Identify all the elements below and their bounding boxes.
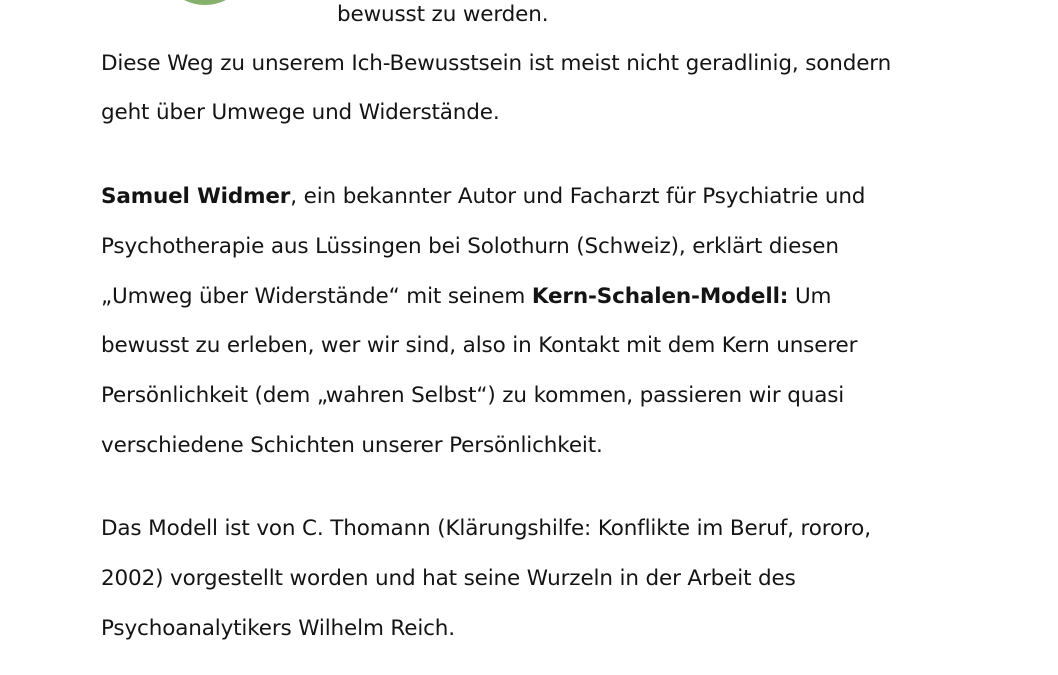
paragraph1-line1: Diese Weg zu unserem Ich-Bewusstsein ist meist nicht geradlinig, sondern — [101, 51, 892, 76]
paragraph2-line1-text: , ein bekannter Autor und Facharzt für Psychiatrie und — [290, 184, 866, 209]
paragraph2-line2: Psychotherapie aus Lüssingen bei Solothurn (Schweiz), erklärt diesen — [101, 234, 839, 259]
paragraph2-line3 — [101, 283, 831, 311]
paragraph1-line2: geht über Umwege und Widerstände. — [101, 100, 500, 125]
green-circle-graphic — [155, 0, 255, 5]
author-name: Samuel Widmer — [101, 184, 291, 209]
paragraph2-line4: bewusst zu erleben, wer wir sind, also in Kontakt mit dem Kern unserer — [101, 333, 858, 358]
paragraph2-line5: Persönlichkeit (dem „wahren Selbst“) zu kommen, passieren wir quasi — [101, 383, 845, 408]
model-name: Kern-Schalen-Modell: — [531, 284, 789, 309]
paragraph3-line3: Psychoanalytikers Wilhelm Reich. — [101, 616, 455, 641]
paragraph2-line1 — [101, 183, 865, 211]
paragraph2-line6: verschiedene Schichten unserer Persönlichkeit. — [101, 433, 603, 458]
paragraph3-line2: 2002) vorgestellt worden und hat seine Wurzeln in der Arbeit des — [101, 566, 796, 591]
paragraph2-line3-end: Um — [788, 284, 832, 309]
intro-fragment: bewusst zu werden. — [337, 2, 549, 27]
paragraph2-line3-start: „Umweg über Widerstände“ mit seinem — [101, 284, 532, 309]
paragraph3-line1: Das Modell ist von C. Thomann (Klärungshilfe: Konflikte im Beruf, rororo, — [101, 516, 871, 541]
